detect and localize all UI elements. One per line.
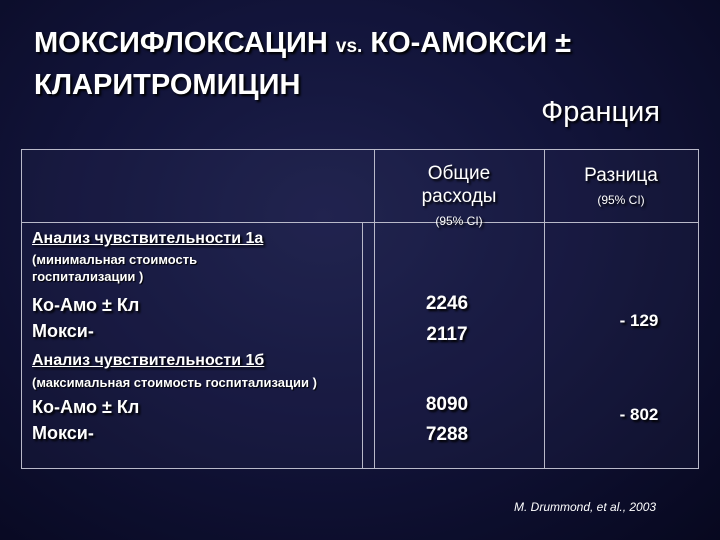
section-2-row-1-label: Ко-Амо ± Кл xyxy=(32,397,140,417)
section-2-difference: - 802 xyxy=(619,405,659,424)
header-difference xyxy=(544,164,698,212)
section-2-cost-2: 7288 xyxy=(425,424,469,445)
section-1-row-2-label: Мокси- xyxy=(32,321,94,341)
section-2-row-2-label: Мокси- xyxy=(32,423,94,443)
section-1-row-1-label: Ко-Амо ± Кл xyxy=(32,295,140,315)
section-1-cost-1: 2246 xyxy=(425,293,469,314)
section-2-cost-1: 8090 xyxy=(425,394,469,415)
section-1-cost-2: 2117 xyxy=(426,324,468,345)
header-difference-label: Разница xyxy=(584,165,658,186)
results-table xyxy=(21,149,699,469)
country-label: Франция xyxy=(541,96,660,128)
title-vs: vs. xyxy=(335,36,363,57)
section-1-subtitle: (минимальная стоимость госпитализации ) xyxy=(32,252,198,284)
header-costs-label: Общие расходы xyxy=(421,163,497,207)
slide-title xyxy=(34,24,694,104)
section-1-title: Анализ чувствительности 1а xyxy=(32,230,264,247)
header-costs xyxy=(374,162,544,233)
header-divider xyxy=(22,222,698,223)
section-2-subtitle: (максимальная стоимость госпитализации ) xyxy=(32,375,317,390)
title-part-1: МОКСИФЛОКСАЦИН xyxy=(34,27,336,59)
title-part-2: КО-АМОКСИ ± КЛАРИТРОМИЦИН xyxy=(34,27,572,101)
header-costs-ci: (95% CI) xyxy=(435,214,483,228)
section-1-difference: - 129 xyxy=(619,311,659,330)
column-divider-1 xyxy=(362,222,363,468)
source-citation: M. Drummond, et al., 2003 xyxy=(514,500,657,514)
header-difference-ci: (95% CI) xyxy=(597,193,645,207)
section-2-title: Анализ чувствительности 1б xyxy=(32,352,265,369)
